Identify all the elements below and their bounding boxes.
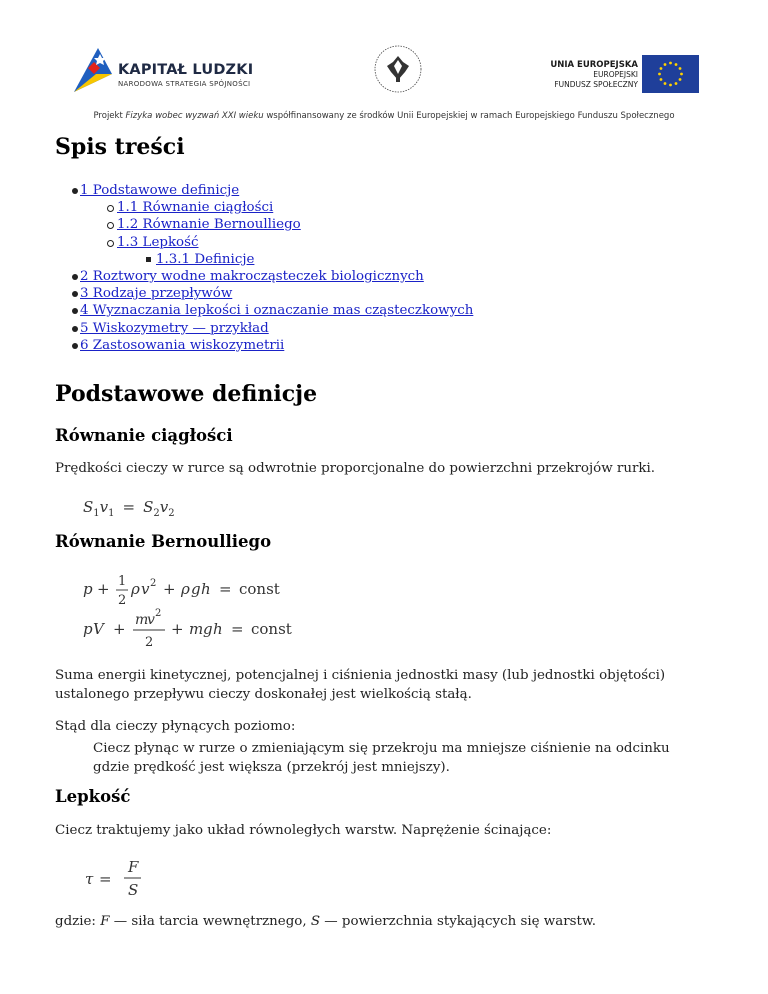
toc-link-1-3[interactable]: 1.3 Lepkość	[117, 234, 199, 250]
eu-text	[550, 60, 638, 90]
eu-star-icon	[679, 78, 682, 81]
eu-line-1: UNIA EUROPEJSKA	[550, 60, 638, 70]
math-rho2: ρ	[181, 580, 190, 598]
math-m: m	[135, 612, 149, 628]
eu-star-icon	[680, 73, 683, 76]
math-plus2: +	[163, 580, 176, 598]
toc-link-1-2[interactable]: 1.2 Równanie Bernoulliego	[117, 217, 301, 233]
eu-star-icon	[679, 67, 682, 70]
eu-star-icon	[664, 63, 667, 66]
eu-star-icon	[664, 82, 667, 85]
bullet-icon	[146, 257, 151, 262]
continuity-text: Prędkości cieczy w rurce są odwrotnie proporcjonalne do powierzchni przekrojów rurki.	[55, 461, 655, 476]
project-suffix: współfinansowany ze środków Unii Europejskiej w ramach Europejskiego Funduszu Społecznego	[263, 111, 675, 121]
math-plus: +	[97, 580, 110, 598]
section-title: Podstawowe definicje	[55, 381, 318, 407]
math-sq2: 2	[155, 608, 162, 619]
math-tau: τ	[85, 870, 94, 888]
university-seal-icon	[373, 44, 423, 94]
math-sq: 2	[150, 578, 157, 589]
project-name: Fizyka wobec wyzwań XXI wieku	[125, 111, 264, 121]
math-eq2: =	[231, 620, 244, 638]
where-suffix: — powierzchnia stykających się warstw.	[320, 914, 597, 929]
math-v: v	[141, 580, 150, 598]
eu-flag-icon	[642, 55, 699, 93]
math-v3: v	[147, 612, 155, 628]
toc-link-1[interactable]: 1 Podstawowe definicje	[80, 183, 240, 198]
math-sub1b: 1	[108, 508, 115, 519]
where-prefix: gdzie:	[55, 914, 101, 929]
bullet-icon	[107, 240, 114, 247]
math-eq3: =	[99, 870, 112, 888]
bernoulli-formula	[83, 570, 343, 652]
toc-item	[55, 251, 473, 268]
eu-star-icon	[675, 82, 678, 85]
toc-link-1-3-1[interactable]: 1.3.1 Definicje	[156, 251, 255, 267]
math-h: h	[201, 580, 211, 598]
toc-link-4[interactable]: 4 Wyznaczania lepkości i oznaczanie mas cząsteczkowych	[80, 303, 474, 319]
math-half-den: 2	[118, 593, 127, 608]
math-half-num: 1	[118, 574, 127, 589]
toc-link-1-1[interactable]: 1.1 Równanie ciągłości	[117, 200, 274, 216]
toc-link-2[interactable]: 2 Roztwory wodne makrocząsteczek biologicznych	[80, 269, 424, 285]
viscosity-where	[55, 912, 735, 931]
eu-star-icon	[660, 78, 663, 81]
math-S2: S	[143, 498, 154, 516]
math-S: S	[128, 881, 139, 899]
math-rho: ρ	[131, 580, 140, 598]
toc-link-6[interactable]: 6 Zastosowania wiskozymetrii	[80, 337, 285, 353]
bullet-icon	[72, 326, 78, 332]
math-F: F	[128, 858, 139, 876]
math-plus3: +	[113, 620, 126, 638]
toc-item	[55, 285, 473, 302]
toc-item	[55, 234, 473, 251]
bullet-icon	[72, 291, 78, 297]
math-v1: v	[99, 498, 109, 516]
svg-text:S1v1=S2v2	[83, 498, 175, 519]
toc-item	[55, 216, 473, 233]
bullet-icon	[72, 188, 78, 194]
eu-line-2: EUROPEJSKI	[593, 70, 638, 79]
eu-star-icon	[658, 73, 661, 76]
bullet-icon	[72, 343, 78, 349]
math-S1: S	[83, 498, 94, 516]
where-mid: — siła tarcia wewnętrznego,	[109, 914, 311, 929]
heading-bernoulli: Równanie Bernoulliego	[55, 532, 272, 551]
eu-star-icon	[669, 84, 672, 87]
math-p: p	[83, 580, 93, 598]
eu-star-icon	[660, 67, 663, 70]
toc-link-3[interactable]: 3 Rodzaje przepływów	[80, 286, 233, 302]
toc-title: Spis treści	[55, 134, 185, 160]
toc-item	[55, 302, 473, 319]
bernoulli-intro: Stąd dla cieczy płynących poziomo:	[55, 719, 296, 734]
toc-item	[55, 320, 473, 337]
math-g: g	[191, 580, 201, 598]
toc-item	[55, 268, 473, 285]
funding-banner	[0, 0, 768, 130]
bernoulli-text: Suma energii kinetycznej, potencjalnej i ciśnienia jednostki masy (lub jednostki objętości) ustalonego przepływu cieczy doskonałej jest wielkością stałą.	[55, 668, 666, 702]
math-m2: m	[189, 620, 204, 638]
project-prefix: Projekt	[93, 111, 126, 121]
bullet-icon	[107, 205, 114, 212]
math-g2: g	[203, 620, 213, 638]
math-const2: const	[251, 620, 292, 638]
math-p2: p	[83, 620, 93, 638]
kapital-ludzki-title: KAPITAŁ LUDZKI	[118, 62, 254, 78]
math-sub2: 2	[153, 508, 160, 519]
continuity-formula	[83, 492, 223, 522]
bernoulli-quote: Ciecz płynąc w rurze o zmieniającym się przekroju ma mniejsze ciśnienie na odcinku gdzie prędkość jest większa (przekrój jest mniejszy).	[93, 741, 670, 775]
shear-formula	[83, 854, 183, 902]
toc-item	[55, 199, 473, 216]
math-eq: =	[122, 498, 136, 516]
math-sub1: 1	[93, 508, 100, 519]
project-funding-line	[0, 111, 768, 121]
kapital-ludzki-logo	[68, 44, 120, 96]
math-eq1: =	[219, 580, 232, 598]
eu-line-3: FUNDUSZ SPOŁECZNY	[554, 80, 638, 89]
where-F: F	[100, 914, 110, 929]
bullet-icon	[72, 274, 78, 280]
math-plus4: +	[171, 620, 184, 638]
math-den2: 2	[145, 635, 154, 650]
table-of-contents	[55, 182, 473, 354]
toc-item	[55, 182, 473, 199]
bullet-icon	[72, 308, 78, 314]
toc-link-5[interactable]: 5 Wiskozymetry — przykład	[80, 320, 269, 336]
eu-star-icon	[675, 63, 678, 66]
kapital-ludzki-subtitle: NARODOWA STRATEGIA SPÓJNOŚCI	[118, 80, 251, 88]
heading-continuity: Równanie ciągłości	[55, 426, 233, 445]
math-v2: v	[159, 498, 169, 516]
math-V: V	[93, 620, 104, 638]
math-h2: h	[213, 620, 223, 638]
heading-viscosity: Lepkość	[55, 787, 131, 806]
math-const1: const	[239, 580, 280, 598]
math-sub2b: 2	[168, 508, 175, 519]
where-S: S	[310, 914, 321, 929]
toc-item	[55, 337, 473, 354]
eu-star-icon	[669, 62, 672, 65]
bullet-icon	[107, 222, 114, 229]
viscosity-text: Ciecz traktujemy jako układ równoległych warstw. Naprężenie ścinające:	[55, 823, 552, 838]
